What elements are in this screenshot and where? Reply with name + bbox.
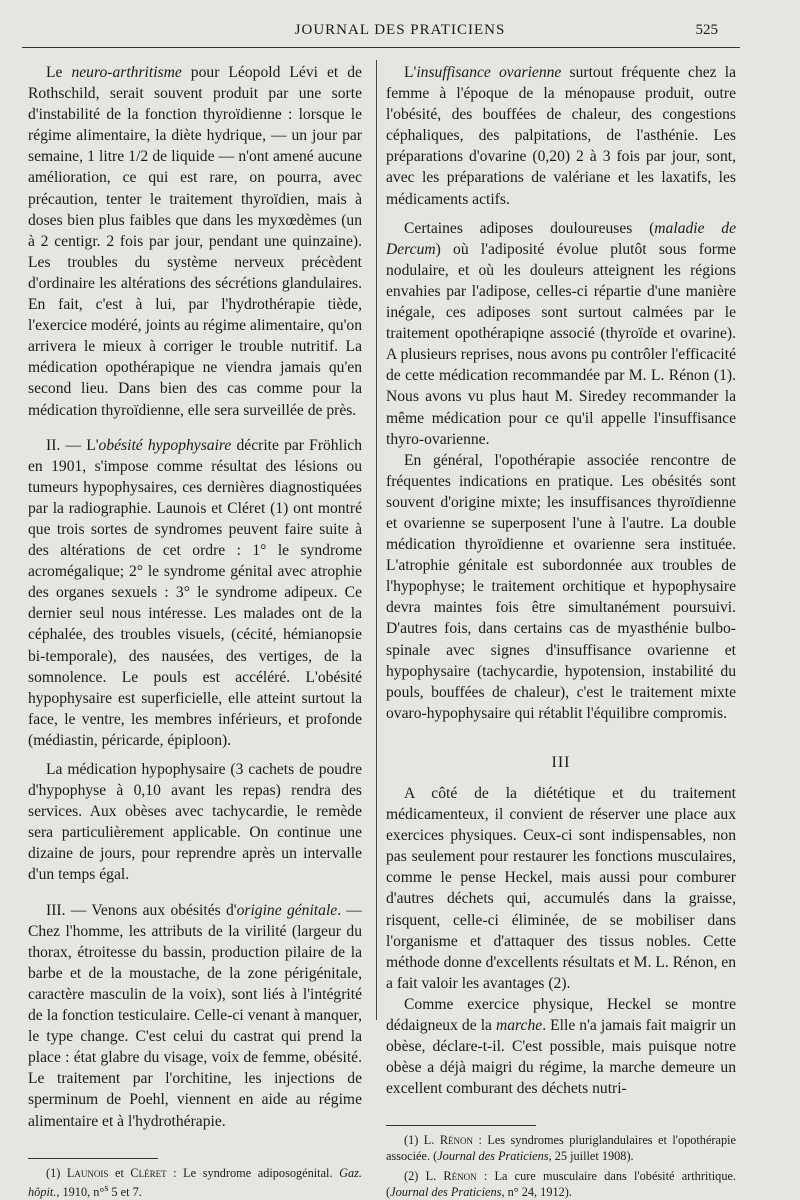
paragraph-origine-genitale: III. — Venons aux obésités d'origine génitale. — Chez l'homme, les attributs de la virilité (largeur du thorax, étroitesse du bassin, production pilaire de la barbe et de la moustache, de la zone périgénitale, caractère masculin de la voix), sont liés à l'intégrité de la fonction testiculaire. Celle-ci venant à manquer, le type change. C'est celui du castrat qui prend la place : état glabre du visage, voix de femme, obésité. Le traitement par l'orchitine, les injections de sperminum de Poehl, viennent en aide au régime alimentaire et à l'hydrothérapie. bbox=[28, 901, 363, 1130]
paragraph-exercices-physiques: A côté de la diététique et du traitement médicamenteux, il convient de réserver une place aux exercices physiques. Ceux-ci sont indispensables, non pas seulement pour restaurer les fonctions musculaires, comme le pense Heckel, mais aussi pour comburer d'autres déchets qui, accumulés dans la graisse, risquent, celle-ci éliminée, de se mobiliser dans l'organisme et d'attaquer des tissus nobles. Cette méthode donne d'excellents résultats et M. L. Rénon, en a fait valoir les avantages (2). bbox=[386, 785, 736, 992]
paragraph-opotherapie-associee: En général, l'opothérapie associée rencontre de fréquentes indications en pratique. Les obésités sont souvent d'origine mixte; les insuffisances thyroïdienne et ovarienne se superposent l'une à l'autre. La double médication thyroïdienne et ovarienne sera instituée. L'atrophie génitale est subordonnée aux troubles de l'hypophyse; le traitement orchitique et hypophysaire devra maintes fois être simultanément poursuivi. D'autres fois, dans certains cas de myasthénie bulbo-spinale avec signes d'insuffisance ovarienne et hypophysaire (tachycardie, hypotension, instabilité du pouls, bouffées de chaleur), c'est le traitement mixte ovaro-hypophysaire qui rétablit l'équilibre compromis. bbox=[386, 451, 736, 722]
section-heading-iii: III bbox=[551, 753, 571, 771]
page-header bbox=[0, 22, 800, 44]
paragraph-adiposes-douloureuses: Certaines adiposes douloureuses (maladie de Dercum) où l'adiposité évolue plutôt sous forme nodulaire, et où les douleurs atteignent les régions envahies par l'adipose, celles-ci répartie d'une manière inégale, ces adiposes sont surtout calmées par le traitement opothérapiqne associé (thyroïde et ovarine). A plusieurs reprises, nous avons pu contrôler l'efficacité de cette médication recommandée par M. L. Rénon (1). Nous avons vu plus haut M. Siredey recommander la même médication pour ce qu'il appelle l'insuffisance thyro-ovarienne. bbox=[386, 219, 736, 448]
footnote-launois: (1) Launois et Cléret : Le syndrome adiposogénital. Gaz. hôpit., 1910, n°$^s$ 5 et 7. bbox=[28, 1165, 362, 1199]
left-column bbox=[28, 62, 362, 1200]
paragraph-medication-hypophysaire: La médication hypophysaire (3 cachets de poudre d'hypophyse à 0,10 avant les repas) rendra des services. Aux obèses avec tachycardie, le remède sera particulièrement applicable. On continue une dizaine de jours, pour reprendre après un intervalle d'un temps égal. bbox=[28, 761, 362, 884]
paragraph-marche: Comme exercice physique, Heckel se montre dédaigneux de la marche. Elle n'a jamais fait maigrir un obèse, déclare-t-il. C'est possible, mais puisque notre obèse a déjà maigri du régime, la marche demeure un excellent comburant des déchets nutri- bbox=[386, 995, 736, 1098]
footnote-renon-2: (2) L. Rénon : La cure musculaire dans l'obésité arthritique. (Journal des Praticiens, n° 24, 1912). bbox=[386, 1169, 736, 1200]
paragraph-obesite-hypophysaire: II. — L'obésité hypophysaire décrite par Fröhlich en 1901, s'impose comme résultat des lésions ou tumeurs hypophysaires, ces dernières diagnostiquées par la radiographie. Launois et Cléret (1) ont montré que trois sortes de syndromes peuvent faire suite à des altérations de cet ordre : 1° le syndrome acromégalique; 2° le syndrome génital avec atrophie des organes sexuels : 3° le syndrome adipeux. Ce dernier seul nous intéresse. Les malades ont de la céphalée, des troubles visuels, (cécité, hémianopsie bi-temporale), des nausées, des vertiges, de la somnolence. Le pouls est accéléré. L'obésité hypophysaire est superficielle, elle atteint surtout la face, le ventre, les membres inférieurs, et profonde (médiastin, péricarde, épiploon). bbox=[28, 436, 362, 749]
column-divider bbox=[376, 60, 377, 1020]
page-number: 525 bbox=[695, 22, 718, 38]
footnote-renon-1: (1) L. Rénon : Les syndromes pluriglandulaires et l'opothérapie associée. (Journal des Praticiens, 25 juillet 1908). bbox=[386, 1133, 736, 1164]
paragraph-neuro-arthritisme: Le neuro-arthritisme pour Léopold Lévi et de Rothschild, serait souvent produit par une sorte d'instabilité de la fonction thyroïdienne : lorsque le régime alimentaire, la diète hydrique, — un jour par semaine, 1 litre 1/2 de liquide — n'ont amené aucune amélioration, ce qui est rare, on pourra, avec précaution, tenter le traitement thyroïdien, mais à doses bien plus faibles que dans les myxœdèmes (un à 2 centigr. 2 fois par jour, pendant une quinzaine). Les troubles du système nerveux précèdent d'ordinaire les altérations des sécrétions glandulaires. En fait, c'est à lui, par l'hydrothérapie tiède, l'exercice modéré, joints au régime alimentaire, qu'on arrivera le mieux à corriger le trouble nutritif. La médication opothérapique ne viendra jamais qu'en second lieu. Dans bien des cas comme pour la médication thyroïdienne, elle sera surveillée de près. bbox=[28, 64, 362, 419]
footnote-rule-right bbox=[386, 1125, 536, 1126]
running-title: JOURNAL DES PRATICIENS bbox=[294, 22, 506, 38]
right-column bbox=[386, 62, 736, 1200]
footnote-rule-left bbox=[28, 1158, 158, 1159]
paragraph-insuffisance-ovarienne: L'insuffisance ovarienne surtout fréquente chez la femme à l'époque de la ménopause produit, outre l'obésité, des bouffées de chaleur, des congestions céphaliques, des palpitations, de l'asthénie. Les préparations d'ovarine (0,20) 2 à 3 fois par jour, sont, avec les préparations de valériane et les laxatifs, les médicaments actifs. bbox=[386, 64, 736, 208]
header-rule bbox=[22, 47, 740, 48]
